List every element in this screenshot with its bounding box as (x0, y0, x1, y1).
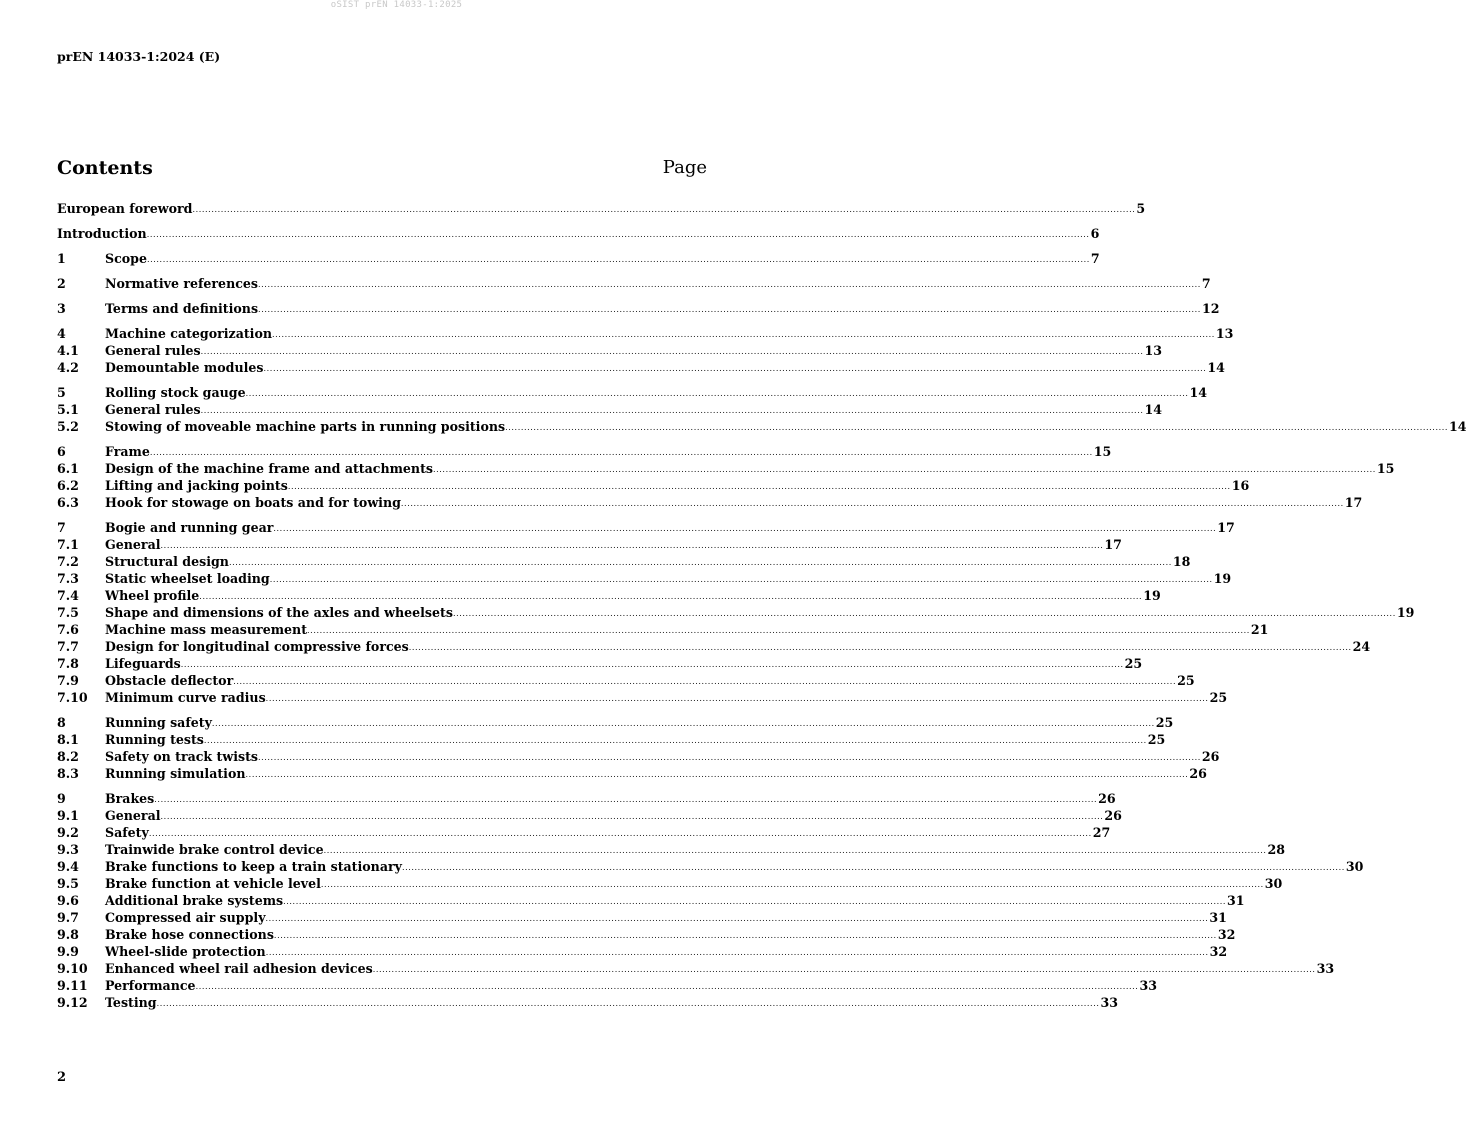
contents-header (57, 157, 707, 181)
watermark-text: oSIST prEN 14033-1:2025 (330, 0, 463, 10)
dot-leader: ............................................................................................................................................................................................................................................................................................................ (272, 330, 1215, 339)
toc-entry-page: 14 (1207, 360, 1225, 375)
dot-leader: ............................................................................................................................................................................................................................................................................................................ (245, 770, 1189, 779)
dot-leader: ............................................................................................................................................................................................................................................................................................................ (287, 482, 1231, 491)
toc-entry[interactable] (57, 748, 1220, 765)
toc-entry-title: Enhanced wheel rail adhesion devices (105, 961, 373, 976)
toc-entry-number: 7.5 (57, 605, 79, 620)
toc-entry-title: Safety (105, 825, 149, 840)
toc-entry-title: Trainwide brake control device (105, 842, 324, 857)
toc-entry-title: Normative references (105, 276, 259, 291)
toc-entry[interactable] (57, 994, 1119, 1011)
toc-entry-title: Brake hose connections (105, 927, 274, 942)
dot-leader: ............................................................................................................................................................................................................................................................................................................ (400, 499, 1344, 508)
toc-entry-title: Running tests (105, 732, 204, 747)
toc-entry[interactable] (57, 841, 1286, 858)
toc-entry-number: 7 (57, 520, 66, 535)
dot-leader: ............................................................................................................................................................................................................................................................................................................ (269, 575, 1213, 584)
toc-entry-number: 9.2 (57, 825, 79, 840)
document-identifier: prEN 14033-1:2024 (E) (57, 49, 221, 64)
dot-leader: ............................................................................................................................................................................................................................................................................................................ (452, 609, 1396, 618)
toc-entry-number: 6 (57, 444, 66, 459)
toc-entry-title: Performance (105, 978, 196, 993)
toc-entry-title: Introduction (57, 226, 147, 241)
toc-entry-number: 5.1 (57, 402, 79, 417)
toc-entry[interactable] (57, 460, 1395, 477)
toc-entry-number: 5.2 (57, 419, 79, 434)
page-column-label: Page (662, 157, 707, 178)
toc-entry-number: 9.9 (57, 944, 79, 959)
toc-entry-title: Design for longitudinal compressive forces (105, 639, 409, 654)
toc-entry-page: 7 (1201, 276, 1211, 291)
toc-entry-number: 9.5 (57, 876, 79, 891)
toc-entry-title: Hook for stowage on boats and for towing (105, 495, 401, 510)
toc-entry-page: 24 (1352, 639, 1371, 654)
toc-entry-title: General (105, 808, 161, 823)
dot-leader: ............................................................................................................................................................................................................................................................................................................ (192, 205, 1136, 214)
toc-entry-title: Terms and definitions (105, 301, 259, 316)
toc-entry-page: 32 (1209, 944, 1228, 959)
toc-entry-page: 26 (1104, 808, 1122, 823)
toc-entry-page: 25 (1209, 690, 1228, 705)
toc-entry-page: 31 (1227, 893, 1245, 908)
toc-entry[interactable] (57, 892, 1245, 909)
toc-entry-page: 19 (1143, 588, 1161, 603)
toc-entry-title: Lifting and jacking points (105, 478, 288, 493)
toc-entry-number: 9.4 (57, 859, 79, 874)
toc-entry-page: 28 (1267, 842, 1286, 857)
toc-entry-page: 26 (1201, 749, 1220, 764)
toc-entry[interactable] (57, 714, 1174, 731)
toc-entry[interactable] (57, 731, 1166, 748)
toc-entry-number: 9.3 (57, 842, 79, 857)
dot-leader: ............................................................................................................................................................................................................................................................................................................ (320, 880, 1264, 889)
toc-entry-page: 14 (1144, 402, 1163, 417)
table-of-contents (57, 200, 1467, 1011)
toc-entry[interactable] (57, 765, 1207, 782)
toc-entry[interactable] (57, 824, 1111, 841)
toc-entry-page: 33 (1139, 978, 1157, 993)
toc-entry-number: 8.3 (57, 766, 79, 781)
toc-entry-page: 13 (1215, 326, 1234, 341)
toc-entry[interactable] (57, 672, 1195, 689)
toc-entry-page: 21 (1250, 622, 1269, 637)
toc-entry-page: 25 (1147, 732, 1166, 747)
toc-entry-number: 8.1 (57, 732, 79, 747)
toc-entry-page: 15 (1376, 461, 1395, 476)
toc-entry-page: 13 (1144, 343, 1163, 358)
toc-entry-title: Minimum curve radius (105, 690, 266, 705)
toc-entry[interactable] (57, 418, 1467, 435)
toc-entry-number: 2 (57, 276, 66, 291)
toc-entry[interactable] (57, 200, 1146, 217)
toc-entry[interactable] (57, 519, 1235, 536)
toc-entry-number: 7.7 (57, 639, 79, 654)
dot-leader: ............................................................................................................................................................................................................................................................................................................ (211, 719, 1155, 728)
toc-entry-page: 25 (1124, 656, 1143, 671)
toc-entry-title: General rules (105, 343, 201, 358)
toc-entry-page: 19 (1213, 571, 1232, 586)
toc-entry[interactable] (57, 359, 1225, 376)
toc-entry-title: Static wheelset loading (105, 571, 270, 586)
toc-entry-page: 7 (1090, 251, 1100, 266)
toc-entry-page: 31 (1209, 910, 1227, 925)
toc-entry[interactable] (57, 858, 1364, 875)
dot-leader: ............................................................................................................................................................................................................................................................................................................ (146, 255, 1090, 264)
dot-leader: ............................................................................................................................................................................................................................................................................................................ (323, 846, 1267, 855)
toc-entry-number: 9.8 (57, 927, 79, 942)
toc-entry[interactable] (57, 300, 1220, 317)
toc-entry-title: Shape and dimensions of the axles and wheelsets (105, 605, 453, 620)
toc-entry[interactable] (57, 477, 1250, 494)
toc-entry[interactable] (57, 960, 1335, 977)
toc-entry-page: 14 (1189, 385, 1208, 400)
toc-entry-number: 9.12 (57, 995, 88, 1010)
dot-leader: ............................................................................................................................................................................................................................................................................................................ (265, 948, 1209, 957)
toc-entry-title: Brake functions to keep a train stationary (105, 859, 402, 874)
dot-leader: ............................................................................................................................................................................................................................................................................................................ (203, 736, 1147, 745)
toc-entry-title: European foreword (57, 201, 193, 216)
toc-entry-page: 30 (1345, 859, 1364, 874)
toc-entry-page: 17 (1344, 495, 1363, 510)
dot-leader: ............................................................................................................................................................................................................................................................................................................ (149, 448, 1093, 457)
toc-entry-number: 6.1 (57, 461, 79, 476)
toc-entry[interactable] (57, 553, 1191, 570)
toc-entry-page: 30 (1264, 876, 1283, 891)
toc-entry-page: 18 (1172, 554, 1191, 569)
toc-entry-number: 8 (57, 715, 66, 730)
toc-entry[interactable] (57, 250, 1100, 267)
toc-entry-title: Machine mass measurement (105, 622, 308, 637)
dot-leader: ............................................................................................................................................................................................................................................................................................................ (146, 230, 1090, 239)
dot-leader: ............................................................................................................................................................................................................................................................................................................ (200, 406, 1144, 415)
toc-entry-page: 19 (1396, 605, 1415, 620)
toc-entry[interactable] (57, 977, 1157, 994)
toc-entry-title: General rules (105, 402, 201, 417)
contents-title: Contents (57, 157, 153, 179)
toc-entry-number: 9.1 (57, 808, 79, 823)
toc-entry-number: 9.6 (57, 893, 79, 908)
dot-leader: ............................................................................................................................................................................................................................................................................................................ (154, 795, 1098, 804)
toc-entry-title: Bogie and running gear (105, 520, 274, 535)
toc-entry-page: 25 (1155, 715, 1174, 730)
toc-entry[interactable] (57, 621, 1269, 638)
toc-entry-title: Stowing of moveable machine parts in running positions (105, 419, 506, 434)
dot-leader: ............................................................................................................................................................................................................................................................................................................ (228, 558, 1172, 567)
dot-leader: ............................................................................................................................................................................................................................................................................................................ (148, 829, 1092, 838)
toc-entry[interactable] (57, 570, 1232, 587)
toc-entry-number: 9.7 (57, 910, 79, 925)
toc-entry-title: Wheel profile (105, 588, 200, 603)
toc-entry-page: 14 (1449, 419, 1467, 434)
toc-entry-page: 32 (1217, 927, 1236, 942)
dot-leader: ............................................................................................................................................................................................................................................................................................................ (180, 660, 1124, 669)
toc-entry[interactable] (57, 443, 1112, 460)
toc-entry-title: Demountable modules (105, 360, 264, 375)
toc-entry-page: 25 (1177, 673, 1195, 688)
toc-entry[interactable] (57, 655, 1143, 672)
toc-entry-page: 6 (1090, 226, 1100, 241)
toc-entry-title: Frame (105, 444, 150, 459)
toc-entry[interactable] (57, 275, 1211, 292)
toc-entry-title: Brake function at vehicle level (105, 876, 321, 891)
dot-leader: ............................................................................................................................................................................................................................................................................................................ (258, 280, 1201, 289)
toc-entry[interactable] (57, 225, 1100, 242)
toc-entry-page: 33 (1100, 995, 1119, 1010)
toc-entry-title: Testing (105, 995, 157, 1010)
toc-entry-page: 26 (1098, 791, 1116, 806)
toc-entry-title: Lifeguards (105, 656, 181, 671)
dot-leader: ............................................................................................................................................................................................................................................................................................................ (156, 999, 1100, 1008)
toc-entry-number: 7.4 (57, 588, 79, 603)
toc-entry-title: Structural design (105, 554, 229, 569)
toc-entry[interactable] (57, 875, 1283, 892)
toc-entry-number: 7.9 (57, 673, 79, 688)
toc-entry-title: Safety on track twists (105, 749, 258, 764)
toc-entry-number: 7.1 (57, 537, 79, 552)
toc-entry-number: 7.10 (57, 690, 88, 705)
dot-leader: ............................................................................................................................................................................................................................................................................................................ (195, 982, 1139, 991)
toc-entry[interactable] (57, 342, 1163, 359)
dot-leader: ............................................................................................................................................................................................................................................................................................................ (307, 626, 1250, 635)
toc-entry-number: 4.2 (57, 360, 79, 375)
dot-leader: ............................................................................................................................................................................................................................................................................................................ (160, 812, 1104, 821)
toc-entry-page: 17 (1104, 537, 1122, 552)
toc-entry[interactable] (57, 384, 1208, 401)
toc-entry[interactable] (57, 494, 1363, 511)
toc-entry-number: 5 (57, 385, 66, 400)
dot-leader: ............................................................................................................................................................................................................................................................................................................ (408, 643, 1352, 652)
toc-entry-number: 8.2 (57, 749, 79, 764)
toc-entry-page: 15 (1093, 444, 1112, 459)
toc-entry-title: General (105, 537, 161, 552)
toc-entry-page: 5 (1136, 201, 1146, 216)
toc-entry[interactable] (57, 604, 1415, 621)
toc-entry[interactable] (57, 638, 1371, 655)
toc-entry-title: Obstacle deflector (105, 673, 234, 688)
toc-entry[interactable] (57, 689, 1228, 706)
dot-leader: ............................................................................................................................................................................................................................................................................................................ (265, 914, 1209, 923)
toc-entry-title: Wheel-slide protection (105, 944, 266, 959)
toc-entry-number: 7.3 (57, 571, 79, 586)
toc-entry[interactable] (57, 401, 1163, 418)
toc-entry[interactable] (57, 807, 1122, 824)
toc-entry-title: Brakes (105, 791, 155, 806)
dot-leader: ............................................................................................................................................................................................................................................................................................................ (283, 897, 1227, 906)
toc-entry-page: 33 (1316, 961, 1335, 976)
toc-entry[interactable] (57, 325, 1234, 342)
toc-entry-title: Compressed air supply (105, 910, 266, 925)
dot-leader: ............................................................................................................................................................................................................................................................................................................ (245, 389, 1189, 398)
dot-leader: ............................................................................................................................................................................................................................................................................................................ (199, 592, 1143, 601)
dot-leader: ............................................................................................................................................................................................................................................................................................................ (273, 524, 1217, 533)
toc-entry-number: 3 (57, 301, 66, 316)
dot-leader: ............................................................................................................................................................................................................................................................................................................ (265, 694, 1209, 703)
dot-leader: ............................................................................................................................................................................................................................................................................................................ (273, 931, 1217, 940)
toc-entry-number: 1 (57, 251, 66, 266)
toc-entry-number: 4 (57, 326, 66, 341)
dot-leader: ............................................................................................................................................................................................................................................................................................................ (505, 423, 1449, 432)
toc-entry[interactable] (57, 790, 1116, 807)
dot-leader: ............................................................................................................................................................................................................................................................................................................ (257, 753, 1201, 762)
toc-entry-title: Running safety (105, 715, 212, 730)
toc-entry-number: 7.8 (57, 656, 79, 671)
dot-leader: ............................................................................................................................................................................................................................................................................................................ (401, 863, 1345, 872)
toc-entry-title: Machine categorization (105, 326, 273, 341)
toc-entry-title: Rolling stock gauge (105, 385, 246, 400)
toc-entry-title: Design of the machine frame and attachments (105, 461, 433, 476)
toc-entry-number: 9.10 (57, 961, 88, 976)
toc-entry-page: 12 (1201, 301, 1220, 316)
toc-entry-number: 7.6 (57, 622, 79, 637)
dot-leader: ............................................................................................................................................................................................................................................................................................................ (233, 677, 1177, 686)
toc-entry-number: 7.2 (57, 554, 79, 569)
dot-leader: ............................................................................................................................................................................................................................................................................................................ (263, 364, 1207, 373)
page-number: 2 (57, 1070, 67, 1085)
dot-leader: ............................................................................................................................................................................................................................................................................................................ (160, 541, 1104, 550)
toc-entry-title: Running simulation (105, 766, 246, 781)
toc-entry-number: 4.1 (57, 343, 79, 358)
toc-entry[interactable] (57, 587, 1161, 604)
toc-entry-title: Additional brake systems (105, 893, 284, 908)
dot-leader: ............................................................................................................................................................................................................................................................................................................ (258, 305, 1201, 314)
toc-entry-page: 27 (1092, 825, 1111, 840)
toc-entry-number: 9 (57, 791, 66, 806)
toc-entry-title: Scope (105, 251, 147, 266)
toc-entry-number: 6.3 (57, 495, 79, 510)
toc-entry[interactable] (57, 943, 1228, 960)
toc-entry-page: 26 (1189, 766, 1207, 781)
toc-entry-page: 16 (1231, 478, 1250, 493)
toc-entry[interactable] (57, 536, 1122, 553)
toc-entry-number: 6.2 (57, 478, 79, 493)
toc-entry[interactable] (57, 926, 1236, 943)
dot-leader: ............................................................................................................................................................................................................................................................................................................ (200, 347, 1144, 356)
toc-entry-number: 9.11 (57, 978, 88, 993)
toc-entry[interactable] (57, 909, 1227, 926)
toc-entry-page: 17 (1217, 520, 1235, 535)
dot-leader: ............................................................................................................................................................................................................................................................................................................ (433, 465, 1376, 474)
dot-leader: ............................................................................................................................................................................................................................................................................................................ (372, 965, 1316, 974)
